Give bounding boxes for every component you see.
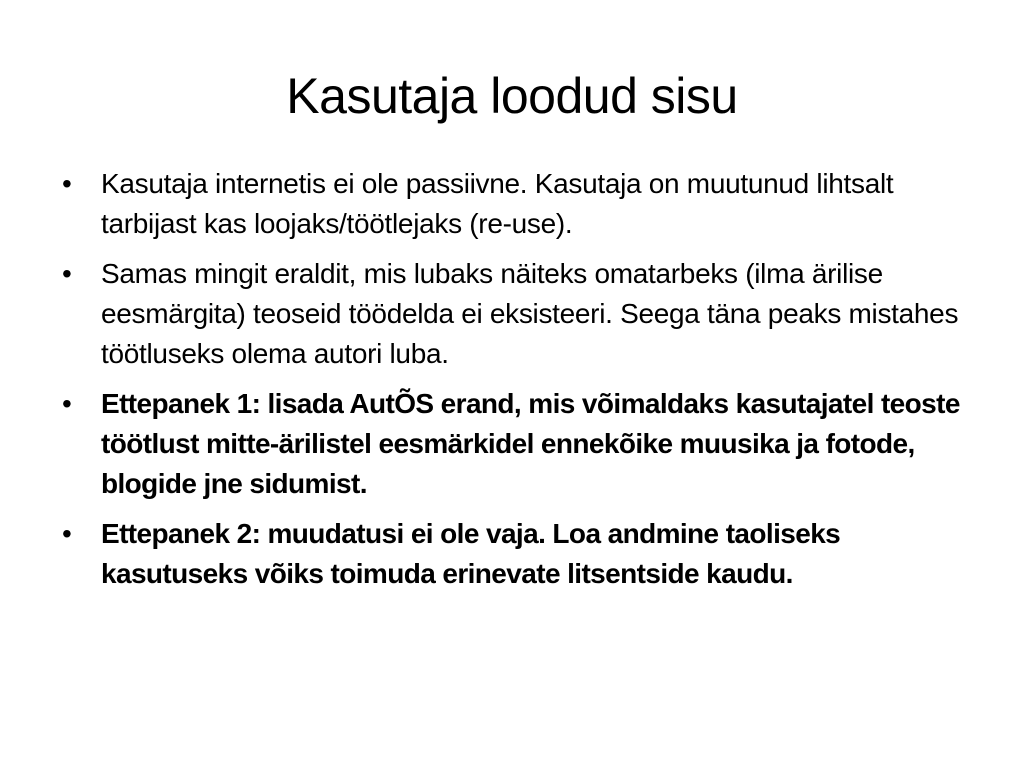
bullet-text-3: Ettepanek 1: lisada AutÕS erand, mis võimaldaks kasutajatel teoste töötlust mitte-ärilistel eesmärkidel ennekõike muusika ja fotode, blogide jne sidumist. <box>101 388 960 499</box>
bullet-dot-icon: • <box>62 388 72 419</box>
bullet-item-4 <box>62 514 962 594</box>
bullet-dot-icon: • <box>62 518 72 549</box>
bullet-dot-icon: • <box>62 258 72 289</box>
bullet-list <box>62 164 962 604</box>
bullet-item-1 <box>62 164 962 244</box>
bullet-item-2 <box>62 254 962 374</box>
bullet-dot-icon: • <box>62 168 72 199</box>
bullet-item-3 <box>62 384 962 504</box>
bullet-text-1: Kasutaja internetis ei ole passiivne. Kasutaja on muutunud lihtsalt tarbijast kas loojaks/töötlejaks (re-use). <box>101 168 894 239</box>
bullet-text-2: Samas mingit eraldit, mis lubaks näiteks omatarbeks (ilma ärilise eesmärgita) teoseid töödelda ei eksisteeri. Seega täna peaks mistahes töötluseks olema autori luba. <box>101 258 959 369</box>
bullet-text-4: Ettepanek 2: muudatusi ei ole vaja. Loa andmine taoliseks kasutuseks võiks toimuda erinevate litsentside kaudu. <box>101 518 841 589</box>
slide-title: Kasutaja loodud sisu <box>286 68 738 124</box>
